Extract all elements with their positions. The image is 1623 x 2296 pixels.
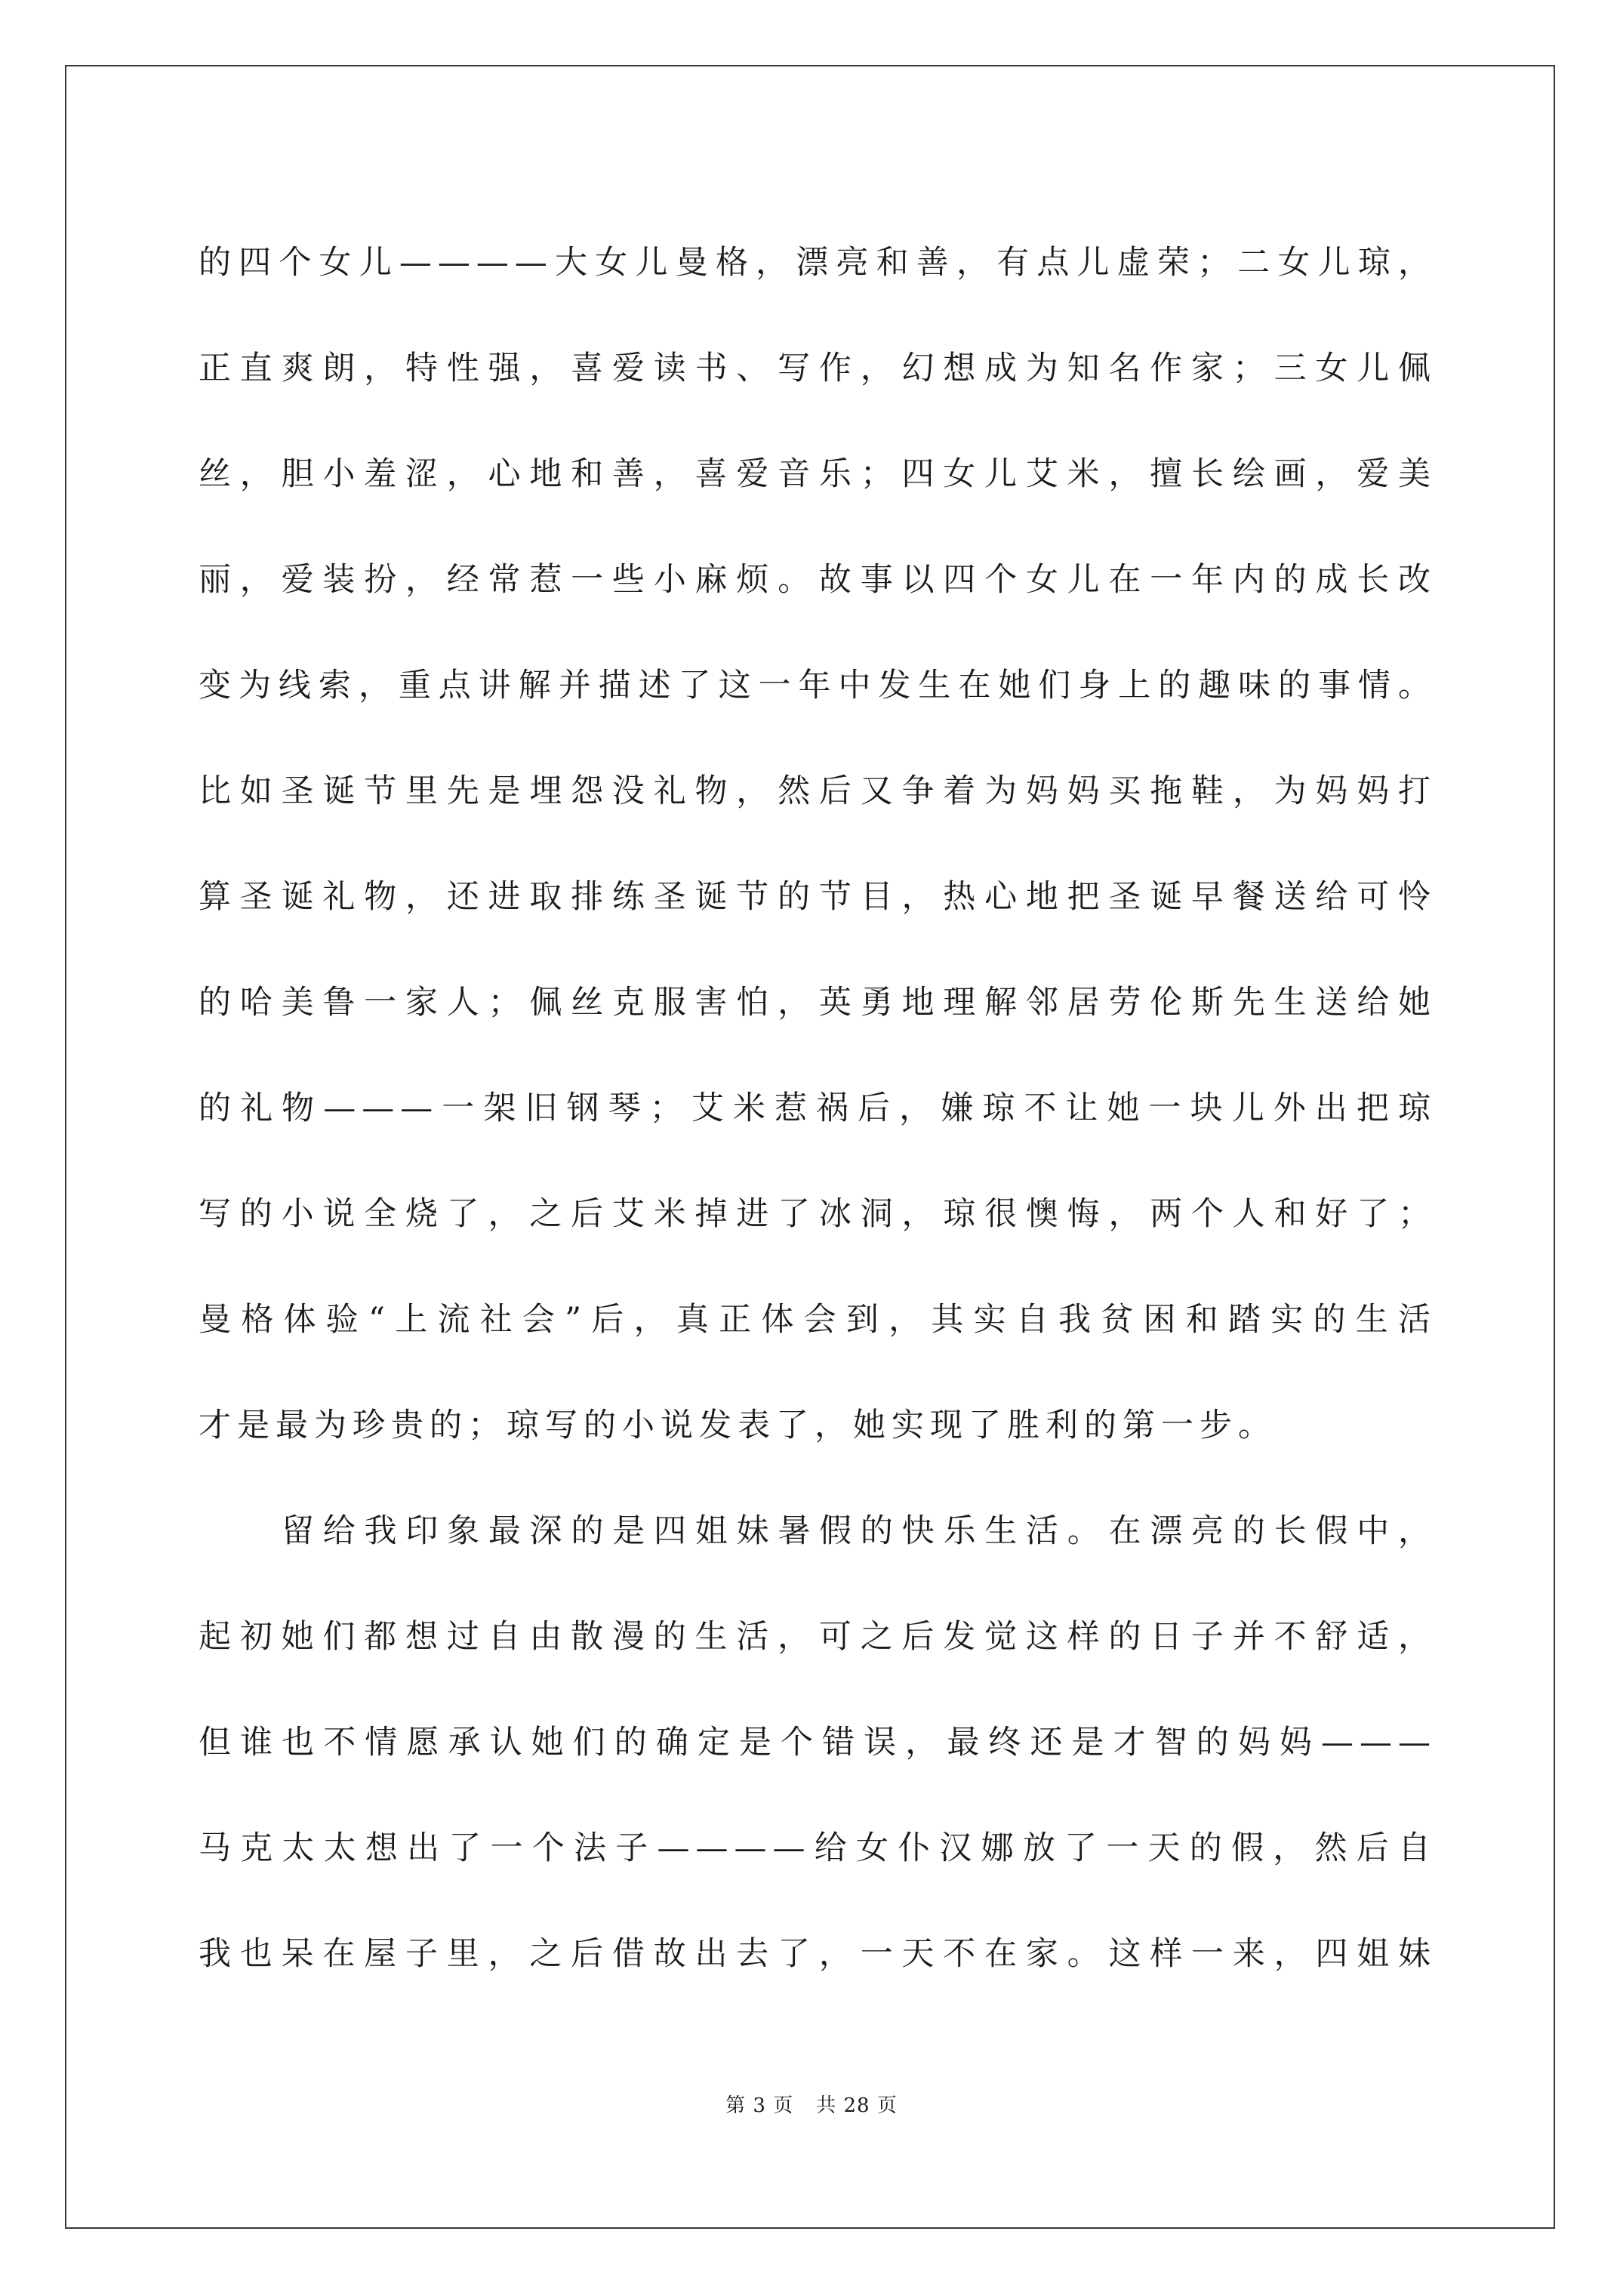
text-line: 但谁也不情愿承认她们的确定是个错误，最终还是才智的妈妈———	[199, 1724, 1437, 1761]
text-line: 变为线索，重点讲解并描述了这一年中发生在她们身上的趣味的事情。	[199, 667, 1437, 704]
text-line: 的哈美鲁一家人；佩丝克服害怕，英勇地理解邻居劳伦斯先生送给她	[199, 984, 1437, 1022]
text-line: 丽，爱装扮，经常惹一些小麻烦。故事以四个女儿在一年内的成长改	[199, 561, 1437, 599]
text-line: 写的小说全烧了，之后艾米掉进了冰洞，琼很懊悔，两个人和好了；	[199, 1195, 1437, 1233]
page-total: 共 28 页	[816, 2094, 898, 2117]
text-line: 比如圣诞节里先是埋怨没礼物，然后又争着为妈妈买拖鞋，为妈妈打	[199, 772, 1437, 810]
text-line: 马克太太想出了一个法子————给女仆汉娜放了一天的假，然后自	[199, 1829, 1437, 1867]
text-line: 算圣诞礼物，还进取排练圣诞节的节目，热心地把圣诞早餐送给可怜	[199, 878, 1437, 916]
page-footer	[0, 2090, 1623, 2118]
text-line: 我也呆在屋子里，之后借故出去了，一天不在家。这样一来，四姐妹	[199, 1935, 1437, 1973]
document-body	[199, 210, 1437, 2007]
text-line: 才是最为珍贵的；琼写的小说发表了，她实现了胜利的第一步。	[199, 1407, 1277, 1444]
text-line: 的四个女儿————大女儿曼格，漂亮和善，有点儿虚荣；二女儿琼，	[199, 244, 1437, 282]
text-line: 起初她们都想过自由散漫的生活，可之后发觉这样的日子并不舒适，	[199, 1618, 1437, 1656]
text-line: 丝，胆小羞涩，心地和善，喜爱音乐；四女儿艾米，擅长绘画，爱美	[199, 455, 1437, 493]
text-line: 曼格体验“上流社会”后，真正体会到，其实自我贫困和踏实的生活	[199, 1301, 1437, 1339]
page-number: 第 3 页	[725, 2094, 794, 2117]
text-line: 的礼物———一架旧钢琴；艾米惹祸后，嫌琼不让她一块儿外出把琼	[199, 1089, 1437, 1127]
text-line: 留给我印象最深的是四姐妹暑假的快乐生活。在漂亮的长假中，	[282, 1512, 1437, 1550]
text-line: 正直爽朗，特性强，喜爱读书、写作，幻想成为知名作家；三女儿佩	[199, 350, 1437, 387]
